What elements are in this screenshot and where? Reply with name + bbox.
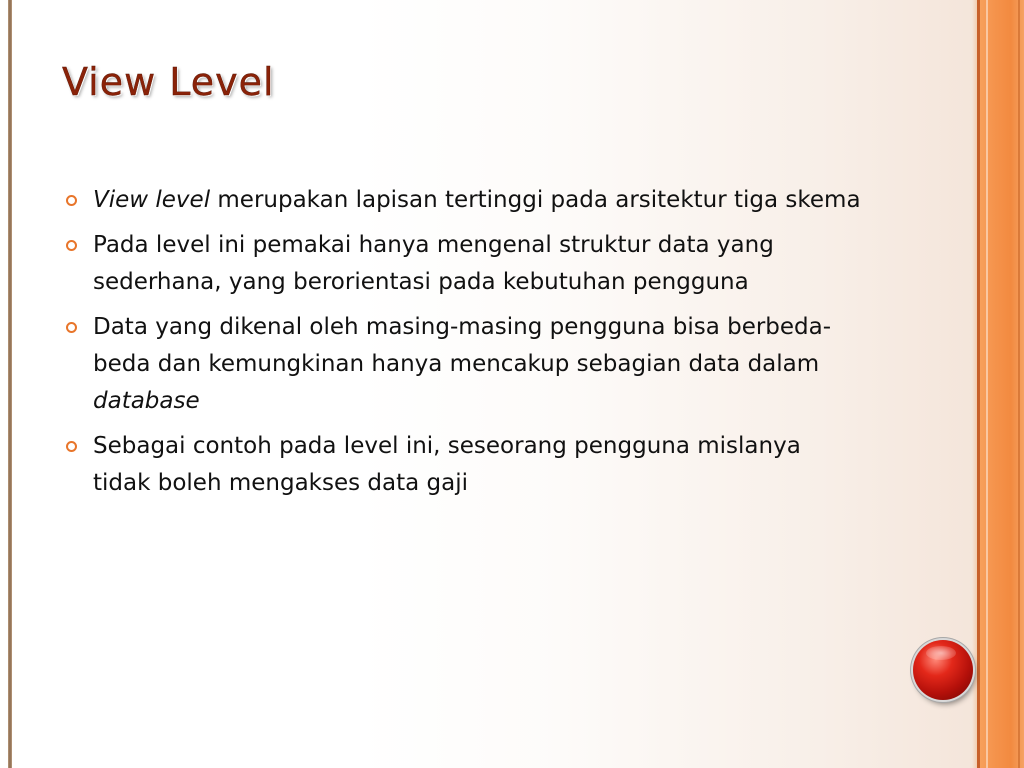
bullet-item [62,182,862,219]
bullet-icon [66,322,77,333]
bullet-text-italic: database [93,388,200,414]
bullet-item [62,428,862,502]
bullet-item [62,309,862,420]
bullet-text: Pada level ini pemakai hanya mengenal struktur data yang sederhana, yang berorientasi pada kebutuhan pengguna [93,232,774,295]
bullet-icon [66,441,77,452]
bullet-text: Data yang dikenal oleh masing-masing pengguna bisa berbeda-beda dan kemungkinan hanya mencakup sebagian data dalam [93,314,832,377]
left-border-line [8,0,12,768]
bullet-text: Sebagai contoh pada level ini, seseorang pengguna mislanya tidak boleh mengakses data gaji [93,433,801,496]
right-band-edge [1018,0,1020,768]
bullet-item [62,227,862,301]
right-band-highlight [986,0,988,768]
bullet-text-italic: View level [93,187,211,213]
orb-highlight [926,646,956,660]
bullet-list [62,182,862,510]
slide-title: View Level [62,60,275,104]
bullet-text: merupakan lapisan tertinggi pada arsitektur tiga skema [210,187,861,213]
bullet-icon [66,240,77,251]
bullet-icon [66,195,77,206]
